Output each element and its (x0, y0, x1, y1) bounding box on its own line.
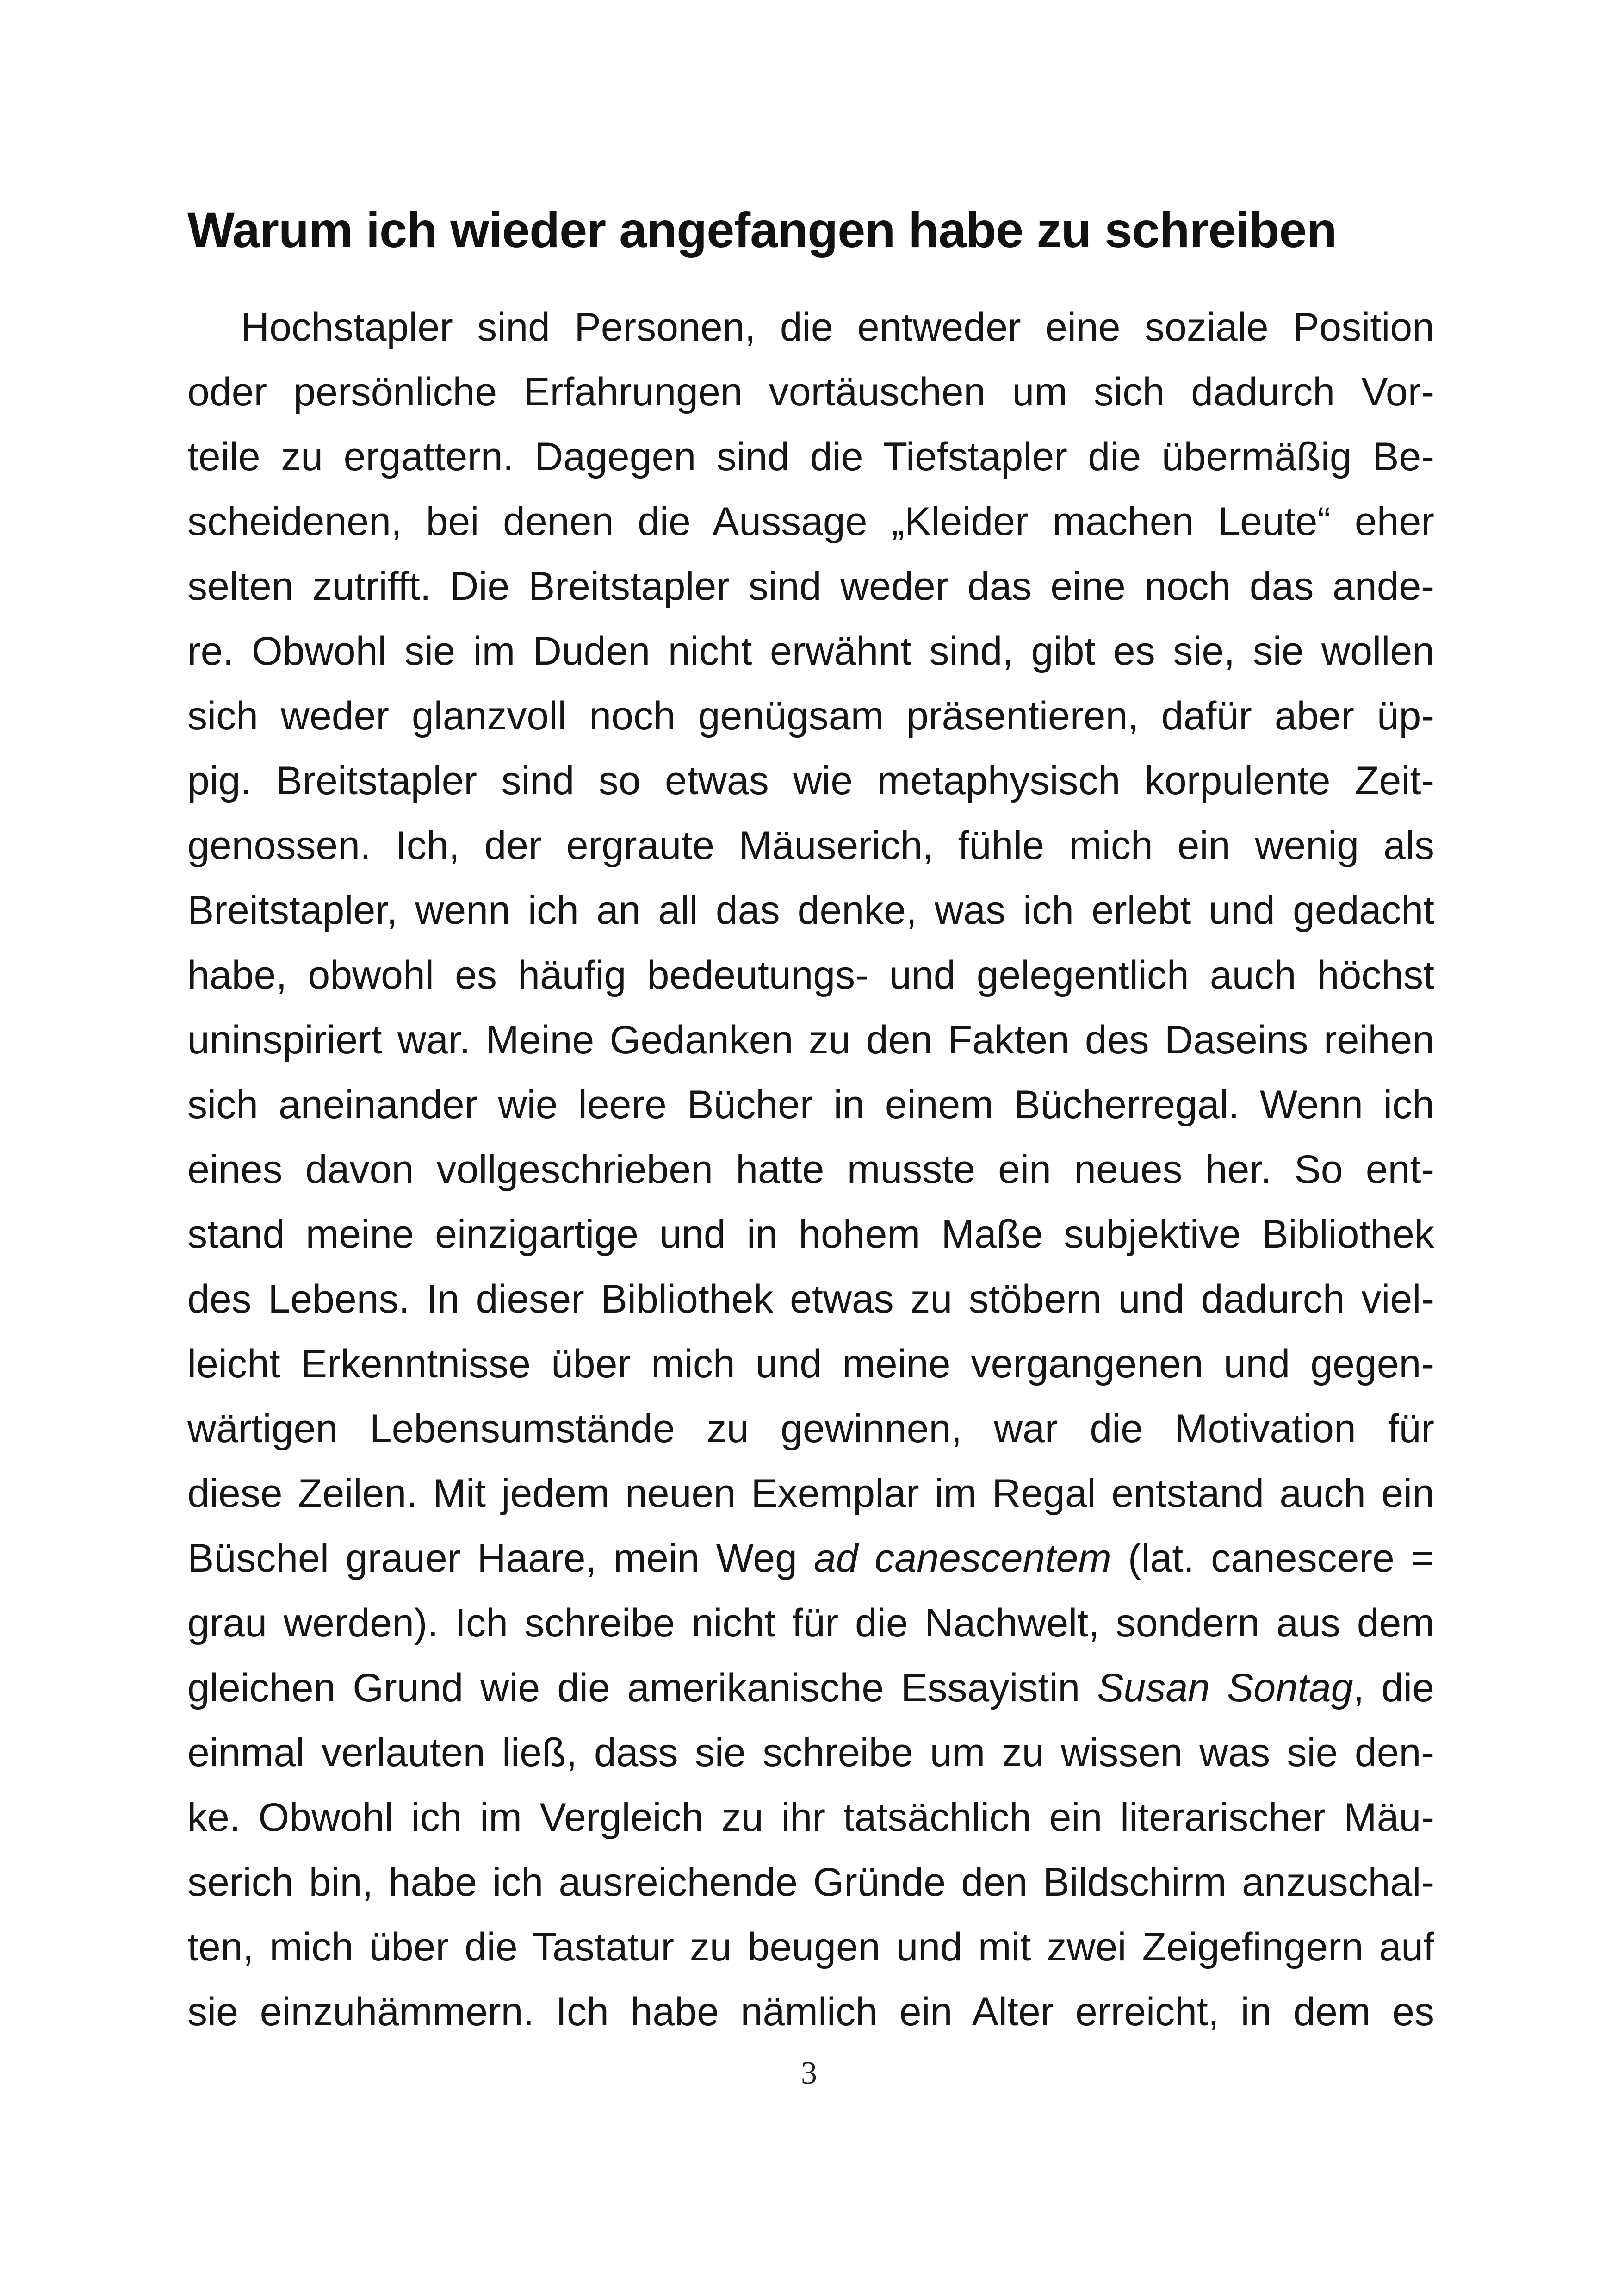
paragraph-line: gleichen Grund wie die amerikanische Essayistin Susan Sontag, die (187, 1666, 1434, 1710)
paragraph-line: re. Obwohl sie im Duden nicht erwähnt sind, gibt es sie, sie wollen (187, 629, 1434, 673)
paragraph-line: serich bin, habe ich ausreichende Gründe den Bildschirm anzuschal- (187, 1860, 1434, 1904)
paragraph-line: Hochstapler sind Personen, die entweder eine soziale Position (241, 305, 1434, 349)
paragraph-line: ke. Obwohl ich im Vergleich zu ihr tatsächlich ein literarischer Mäu- (187, 1795, 1434, 1840)
paragraph-line: eines davon vollgeschrieben hatte musste ein neues her. So ent- (187, 1147, 1434, 1192)
paragraph-line: sie einzuhämmern. Ich habe nämlich ein Alter erreicht, in dem es (187, 1990, 1434, 2034)
chapter-heading: Warum ich wieder angefangen habe zu schreiben (187, 202, 1337, 258)
paragraph-line: Büschel grauer Haare, mein Weg ad canescentem (lat. canescere = (187, 1536, 1434, 1580)
paragraph-line: scheidenen, bei denen die Aussage „Kleider machen Leute“ eher (187, 499, 1434, 544)
paragraph-line: habe, obwohl es häufig bedeutungs- und gelegentlich auch höchst (187, 953, 1434, 997)
paragraph-line: des Lebens. In dieser Bibliothek etwas zu stöbern und dadurch viel- (187, 1277, 1434, 1321)
paragraph-line: wärtigen Lebensumstände zu gewinnen, war die Motivation für (187, 1406, 1434, 1451)
paragraph-line: genossen. Ich, der ergraute Mäuserich, fühle mich ein wenig als (187, 823, 1434, 868)
paragraph-line: grau werden). Ich schreibe nicht für die Nachwelt, sondern aus dem (187, 1601, 1434, 1645)
latin-phrase: ad canescentem (813, 1536, 1111, 1580)
paragraph-line: selten zutrifft. Die Breitstapler sind weder das eine noch das ande- (187, 564, 1434, 609)
paragraph-line: pig. Breitstapler sind so etwas wie metaphysisch korpulente Zeit- (187, 759, 1434, 803)
paragraph-line: leicht Erkenntnisse über mich und meine vergangenen und gegen- (187, 1342, 1434, 1386)
paragraph-line: diese Zeilen. Mit jedem neuen Exemplar im Regal entstand auch ein (187, 1471, 1434, 1516)
paragraph-line: stand meine einzigartige und in hohem Maße subjektive Bibliothek (187, 1212, 1434, 1257)
paragraph-line: teile zu ergattern. Dagegen sind die Tiefstapler die übermäßig Be- (187, 435, 1434, 479)
body-paragraph (187, 295, 1434, 2044)
paragraph-line: einmal verlauten ließ, dass sie schreibe um zu wissen was sie den- (187, 1730, 1434, 1775)
paragraph-line: Breitstapler, wenn ich an all das denke, was ich erlebt und gedacht (187, 888, 1434, 933)
paragraph-line: sich aneinander wie leere Bücher in einem Bücherregal. Wenn ich (187, 1083, 1434, 1127)
author-name: Susan Sontag (1097, 1666, 1353, 1710)
paragraph-line: sich weder glanzvoll noch genügsam präsentieren, dafür aber üp- (187, 694, 1434, 738)
page-number: 3 (801, 2055, 817, 2091)
paragraph-line: uninspiriert war. Meine Gedanken zu den Fakten des Daseins reihen (187, 1018, 1434, 1062)
paragraph-line: oder persönliche Erfahrungen vortäuschen um sich dadurch Vor- (187, 370, 1434, 414)
paragraph-line: ten, mich über die Tastatur zu beugen und mit zwei Zeigefingern auf (187, 1925, 1434, 1969)
